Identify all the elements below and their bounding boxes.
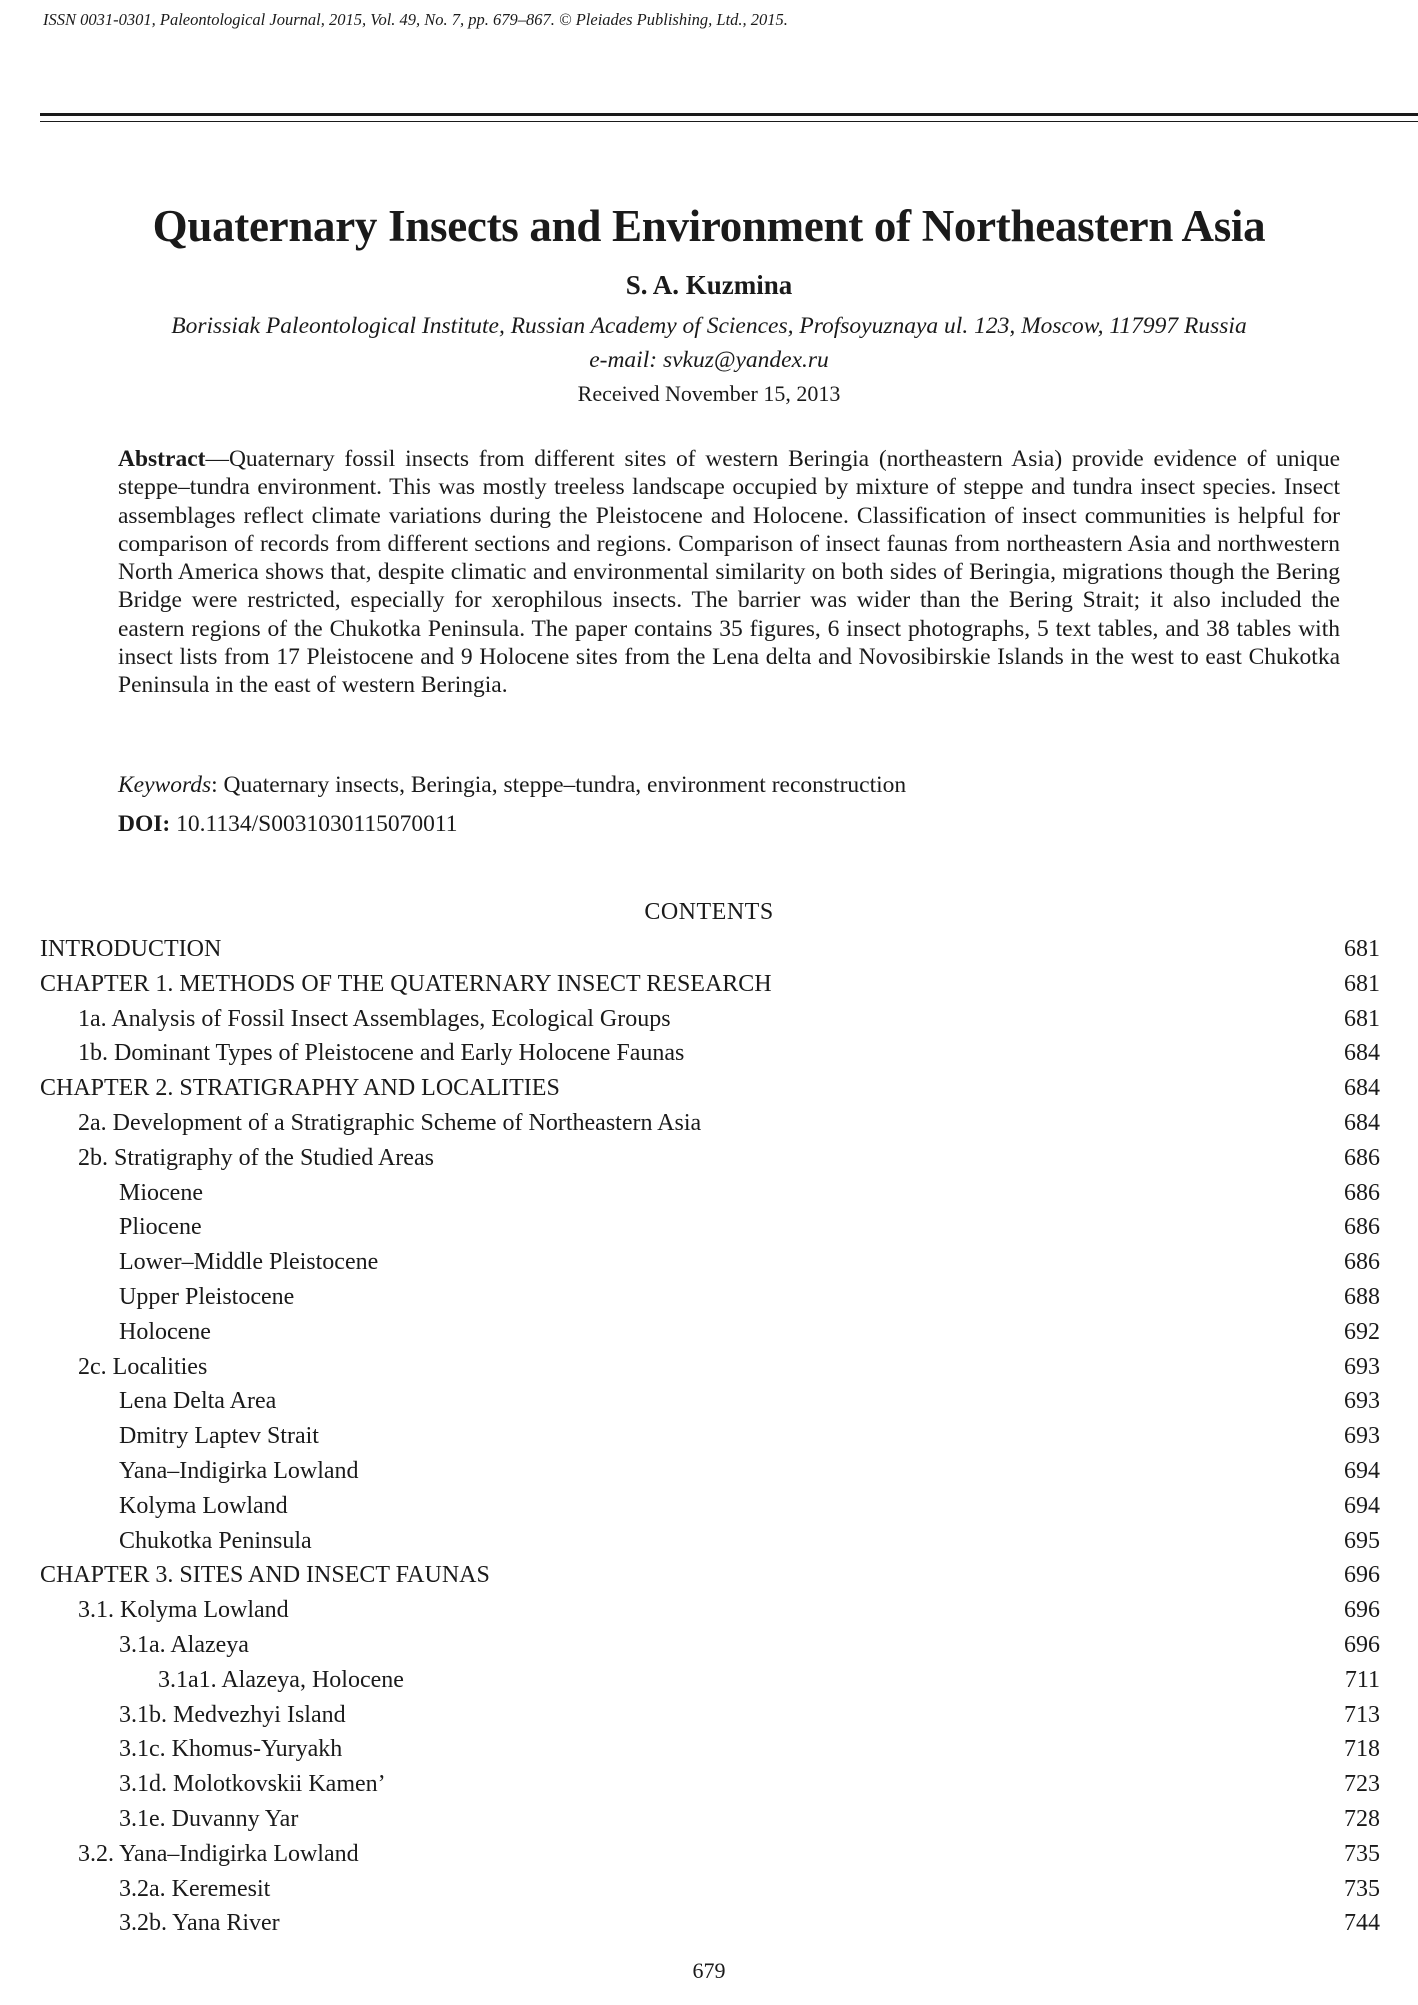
- doi-value: 10.1134/S0031030115070011: [176, 811, 458, 837]
- toc-entry: [40, 1210, 1380, 1245]
- received-date: Received November 15, 2013: [577, 381, 841, 406]
- toc-entry: [40, 1558, 1380, 1593]
- toc-entry-title: 3.2b. Yana River: [119, 1910, 280, 1937]
- toc-entry-page: 723: [1344, 1771, 1380, 1798]
- toc-entry-title: 1b. Dominant Types of Pleistocene and Early Holocene Faunas: [78, 1040, 685, 1067]
- toc-entry-page: 696: [1344, 1631, 1380, 1658]
- toc-entry-page: 696: [1344, 1562, 1380, 1589]
- toc-entry: [40, 1384, 1380, 1419]
- toc-entry: [40, 1036, 1380, 1071]
- toc-entry-title: Miocene: [119, 1179, 203, 1206]
- toc-entry: [40, 1767, 1380, 1802]
- toc-entry-page: 681: [1344, 1005, 1380, 1032]
- header-rule-thick: [40, 113, 1418, 116]
- toc-entry-title: 2c. Localities: [78, 1353, 208, 1380]
- toc-entry-title: 3.1a1. Alazeya, Holocene: [158, 1666, 404, 1693]
- toc-entry: [40, 1176, 1380, 1211]
- toc-entry-title: Lower–Middle Pleistocene: [119, 1249, 379, 1276]
- toc-entry-page: 693: [1344, 1388, 1380, 1415]
- toc-entry: [40, 1628, 1380, 1663]
- toc-entry-title: Chukotka Peninsula: [119, 1527, 312, 1554]
- toc-entry-page: 735: [1344, 1840, 1380, 1867]
- toc-entry-page: 684: [1344, 1109, 1380, 1136]
- journal-header: ISSN 0031-0301, Paleontological Journal, 2015, Vol. 49, No. 7, pp. 679–867. © Pleiades Publishing, Ltd., 2015.: [43, 10, 788, 29]
- toc-entry: [40, 1698, 1380, 1733]
- toc-entry-title: 3.2a. Keremesit: [119, 1875, 271, 1902]
- doi-label: DOI:: [118, 811, 171, 837]
- toc-entry-title: Upper Pleistocene: [119, 1283, 295, 1310]
- keywords: [118, 772, 906, 799]
- toc-entry: [40, 932, 1380, 967]
- author-affiliation: Borissiak Paleontological Institute, Russian Academy of Sciences, Profsoyuznaya ul. 123, Moscow, 117997 Russia: [171, 313, 1247, 339]
- toc-entry-page: 688: [1344, 1283, 1380, 1310]
- toc-entry: [40, 1141, 1380, 1176]
- toc-entry: [40, 1350, 1380, 1385]
- toc-entry: [40, 1280, 1380, 1315]
- toc-entry-page: 686: [1344, 1249, 1380, 1276]
- toc-entry-title: 3.1b. Medvezhyi Island: [119, 1701, 346, 1728]
- toc-entry-page: 684: [1344, 1040, 1380, 1067]
- toc-entry-title: Dmitry Laptev Strait: [119, 1423, 319, 1450]
- toc-entry: [40, 1802, 1380, 1837]
- toc-entry-title: 3.2. Yana–Indigirka Lowland: [78, 1840, 359, 1867]
- abstract-label: Abstract: [118, 446, 206, 472]
- toc-entry-title: 2a. Development of a Stratigraphic Scheme of Northeastern Asia: [78, 1109, 702, 1136]
- toc-entry-page: 728: [1344, 1805, 1380, 1832]
- keywords-text: : Quaternary insects, Beringia, steppe–tundra, environment reconstruction: [211, 772, 907, 798]
- abstract-text: Quaternary fossil insects from different sites of western Beringia (northeastern Asia) provide evidence of unique steppe–tundra environment. This was mostly treeless landscape occupied by mixture of steppe and tundra insect species. Insect assemblages reflect climate variations during the Pleistocene and Holocene. Classification of insect communities is helpful for comparison of records from different sections and regions. Comparison of insect faunas from northeastern Asia and northwestern North America shows that, despite climatic and environmental similarity on both sides of Beringia, migrations though the Bering Bridge were restricted, especially for xerophilous insects. The barrier was wider than the Bering Strait; it also included the eastern regions of the Chukotka Peninsula. The paper contains 35 figures, 6 insect photographs, 5 text tables, and 38 tables with insect lists from 17 Pleistocene and 9 Holocene sites from the Lena delta and Novosibirskie Islands in the west to east Chukotka Peninsula in the east of western Beringia.: [118, 446, 1340, 699]
- toc-entry: [40, 1524, 1380, 1559]
- toc-entry: [40, 1732, 1380, 1767]
- toc-entry-page: 696: [1344, 1597, 1380, 1624]
- toc-entry-title: 3.1e. Duvanny Yar: [119, 1805, 299, 1832]
- toc-entry: [40, 1002, 1380, 1037]
- toc-entry-title: CHAPTER 3. SITES AND INSECT FAUNAS: [40, 1562, 490, 1589]
- toc-entry-title: 3.1a. Alazeya: [119, 1631, 249, 1658]
- toc-entry-page: 694: [1344, 1457, 1380, 1484]
- toc-entry-title: Kolyma Lowland: [119, 1492, 288, 1519]
- toc-entry-title: 1a. Analysis of Fossil Insect Assemblages, Ecological Groups: [78, 1005, 671, 1032]
- toc-entry-page: 686: [1344, 1179, 1380, 1206]
- toc-entry-page: 681: [1344, 936, 1380, 962]
- author-name: S. A. Kuzmina: [625, 270, 793, 300]
- toc-entry-title: 3.1. Kolyma Lowland: [78, 1597, 289, 1624]
- toc-entry-page: 735: [1344, 1875, 1380, 1902]
- toc-entry-page: 692: [1344, 1318, 1380, 1345]
- toc-entry: [40, 1906, 1380, 1941]
- toc-entry: [40, 967, 1380, 1002]
- abstract: [118, 445, 1340, 700]
- toc-entry-page: 695: [1344, 1527, 1380, 1554]
- toc-entry-page: 686: [1344, 1214, 1380, 1241]
- toc-entry: [40, 1106, 1380, 1141]
- toc-entry-page: 744: [1344, 1910, 1380, 1937]
- toc-entry-title: CHAPTER 2. STRATIGRAPHY AND LOCALITIES: [40, 1075, 560, 1102]
- toc-entry: [40, 1419, 1380, 1454]
- toc-entry-page: 694: [1344, 1492, 1380, 1519]
- toc-entry: [40, 1315, 1380, 1350]
- abstract-dash: —: [205, 446, 229, 472]
- toc-entry-title: 3.1c. Khomus-Yuryakh: [119, 1736, 343, 1763]
- contents-heading: CONTENTS: [644, 899, 774, 925]
- toc-entry-title: 3.1d. Molotkovskii Kamen’: [119, 1771, 386, 1798]
- article-title: Quaternary Insects and Environment of Northeastern Asia: [152, 201, 1266, 251]
- toc-entry-page: 713: [1344, 1701, 1380, 1728]
- toc-entry-title: Holocene: [119, 1318, 211, 1345]
- toc-entry-title: Yana–Indigirka Lowland: [119, 1457, 359, 1484]
- toc-entry-page: 711: [1344, 1666, 1380, 1693]
- toc-entry-title: Lena Delta Area: [119, 1388, 277, 1415]
- page-number: 679: [692, 1958, 726, 1983]
- toc-entry-page: 693: [1344, 1423, 1380, 1450]
- toc-entry-title: INTRODUCTION: [40, 936, 222, 962]
- toc-entry-page: 684: [1344, 1075, 1380, 1102]
- toc-entry: [40, 1872, 1380, 1907]
- toc-entry: [40, 1489, 1380, 1524]
- author-email: e-mail: svkuz@yandex.ru: [589, 347, 829, 373]
- toc-entry-page: 686: [1344, 1144, 1380, 1171]
- toc-entry-title: CHAPTER 1. METHODS OF THE QUATERNARY INSECT RESEARCH: [40, 970, 772, 997]
- toc-entry-title: Pliocene: [119, 1214, 202, 1241]
- toc-entry-page: 681: [1344, 970, 1380, 997]
- doi: [118, 811, 457, 838]
- table-of-contents: [40, 932, 1380, 1941]
- toc-entry: [40, 1071, 1380, 1106]
- toc-entry-page: 693: [1344, 1353, 1380, 1380]
- toc-entry: [40, 1663, 1380, 1698]
- toc-entry: [40, 1245, 1380, 1280]
- toc-entry-title: 2b. Stratigraphy of the Studied Areas: [78, 1144, 434, 1171]
- toc-entry: [40, 1837, 1380, 1872]
- toc-entry-page: 718: [1344, 1736, 1380, 1763]
- keywords-label: Keywords: [118, 772, 212, 798]
- toc-entry: [40, 1454, 1380, 1489]
- header-rule-thin: [40, 121, 1418, 122]
- toc-entry: [40, 1593, 1380, 1628]
